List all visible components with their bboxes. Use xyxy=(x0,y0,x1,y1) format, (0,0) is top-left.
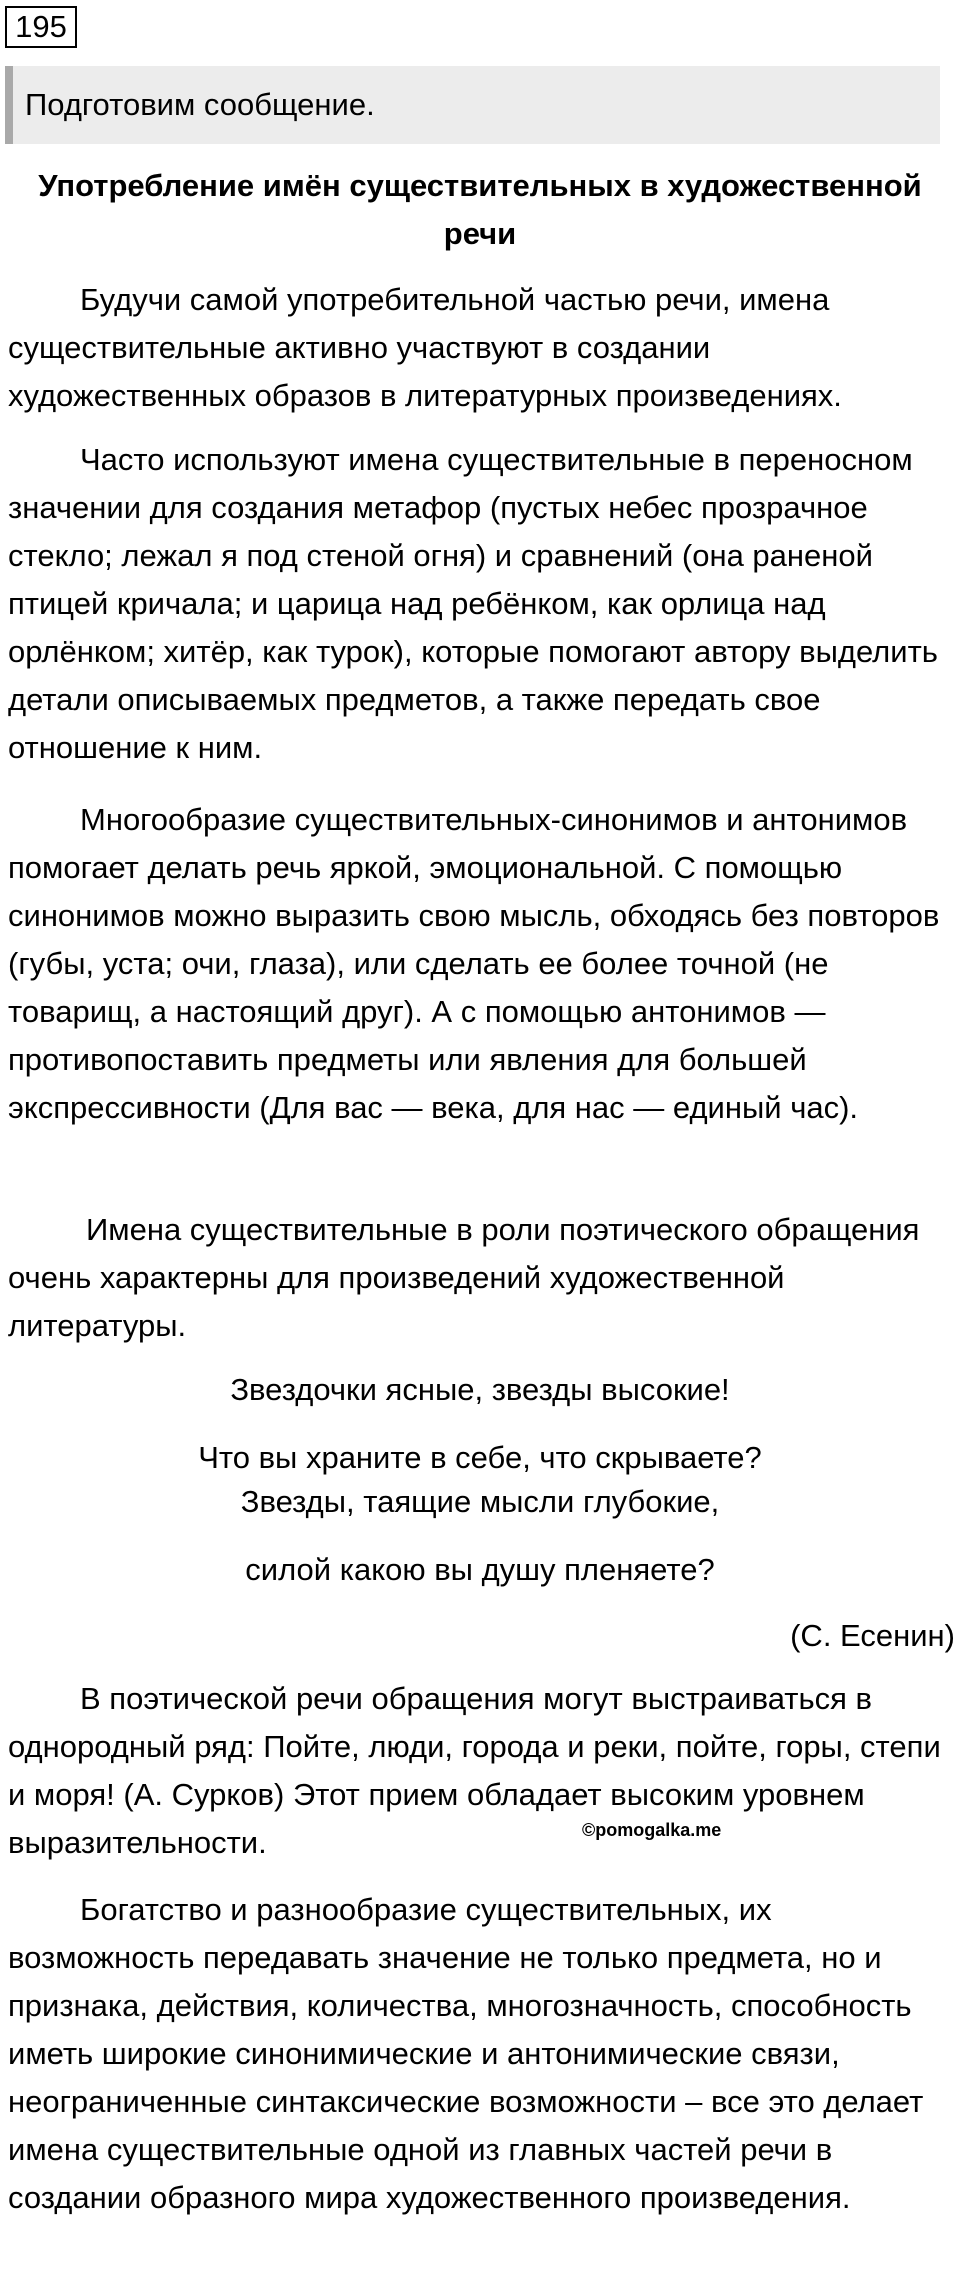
paragraph-2 xyxy=(8,436,948,772)
verse-line-2: Что вы храните в себе, что скрываете? xyxy=(198,1440,762,1475)
paragraph-5-text: В поэтической речи обращения могут выстраиваться в однородный ряд: Пойте, люди, города и реки, пойте, горы, степи и моря! (А. Сурков) Этот прием обладает высоким уровнем выразительности. xyxy=(8,1681,941,1860)
watermark: ©pomogalka.me xyxy=(582,1820,722,1840)
verse-line-1: Звездочки ясные, звезды высокие! xyxy=(230,1372,730,1407)
article-title: Употребление имён существительных в художественной речи xyxy=(38,168,922,251)
verse-line-3: Звезды, таящие мысли глубокие, xyxy=(240,1484,720,1519)
paragraph-3 xyxy=(8,796,948,1132)
task-number-box: 195 xyxy=(5,6,77,48)
paragraph-6 xyxy=(8,1886,948,2222)
paragraph-2-text: Часто используют имена существительные в переносном значении для создания метафор (пустых небес прозрачное стекло; лежал я под стеной огня) и сравнений (она раненой птицей кричала; и царица над ребёнком, как орлица над орлёнком; хитёр, как турок), которые помогают автору выделить детали описываемых предметов, а также передать свое отношение к ним. xyxy=(8,442,938,765)
paragraph-4-text: Имена существительные в роли поэтического обращения очень характерны для произведений художественной литературы. xyxy=(8,1212,920,1343)
verse-line-4: силой какою вы душу пленяете? xyxy=(245,1552,715,1587)
paragraph-4 xyxy=(8,1206,948,1350)
paragraph-3-text: Многообразие существительных-синонимов и антонимов помогает делать речь яркой, эмоциональной. С помощью синонимов можно выразить свою мысль, обходясь без повторов (губы, уста; очи, глаза), или сделать ее более точной (не товарищ, а настоящий друг). А с помощью антонимов — противопоставить предметы или явления для большей экспрессивности (Для вас — века, для нас — единый час). xyxy=(8,802,940,1125)
paragraph-1 xyxy=(8,276,948,420)
verse-author: (С. Есенин) xyxy=(790,1618,955,1653)
task-banner: Подготовим сообщение. xyxy=(5,66,940,144)
paragraph-5 xyxy=(8,1675,948,1867)
paragraph-1-text: Будучи самой употребительной частью речи, имена существительные активно участвуют в создании художественных образов в литературных произведениях. xyxy=(8,282,842,413)
paragraph-6-text: Богатство и разнообразие существительных, их возможность передавать значение не только предмета, но и признака, действия, количества, многозначность, способность иметь широкие синонимические и антонимические связи, неограниченные синтаксические возможности – все это делает имена существительные одной из главных частей речи в создании образного мира художественного произведения. xyxy=(8,1892,924,2215)
